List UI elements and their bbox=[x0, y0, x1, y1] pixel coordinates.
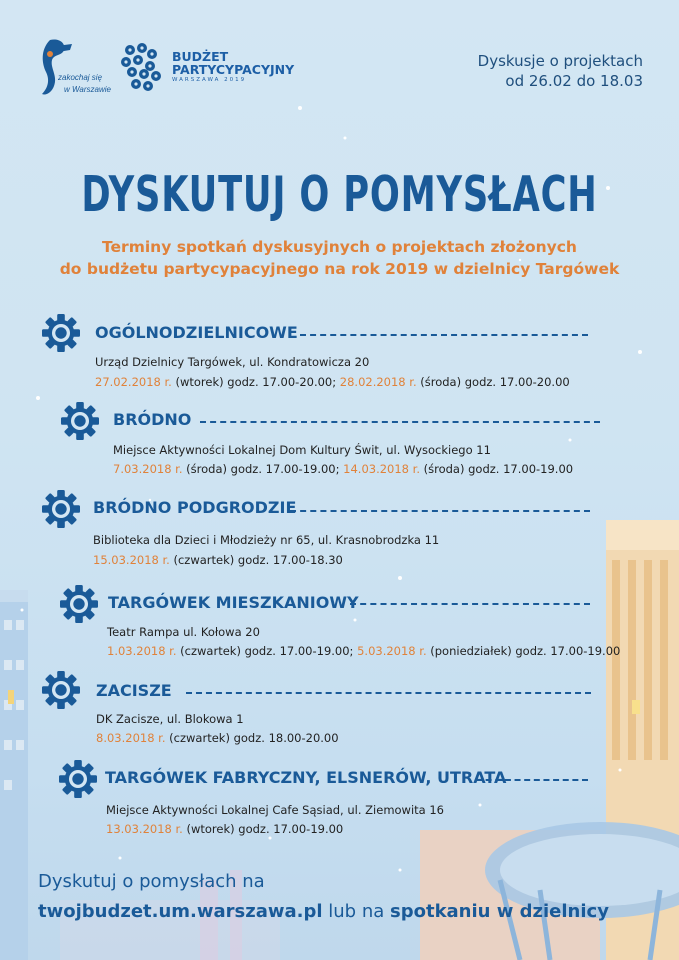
dates-line1: Dyskusje o projektach bbox=[477, 52, 643, 70]
subtitle-line1: Terminy spotkań dyskusyjnych o projektach złożonych bbox=[102, 238, 577, 256]
section-date: 5.03.2018 r. bbox=[357, 644, 427, 658]
section-time: (środa) godz. 17.00-20.00 bbox=[416, 375, 570, 389]
gear-icon bbox=[42, 490, 80, 528]
section-divider bbox=[200, 421, 600, 423]
gear-icon bbox=[42, 314, 80, 352]
footer-line2 bbox=[38, 901, 609, 922]
budzet-logo-line1: BUDŻET bbox=[172, 49, 229, 64]
section-date: 15.03.2018 r. bbox=[93, 553, 170, 567]
section-time: (czwartek) godz. 17.00-18.30 bbox=[169, 553, 343, 567]
section-time: (czwartek) godz. 18.00-20.00 bbox=[165, 731, 339, 745]
section-divider bbox=[290, 510, 590, 512]
section-place: Urząd Dzielnicy Targówek, ul. Kondratowicza 20 bbox=[95, 355, 370, 369]
page-title: DYSKUTUJ O POMYSŁACH bbox=[81, 166, 598, 223]
section-date: 27.02.2018 r. bbox=[95, 375, 172, 389]
dates-line2: od 26.02 do 18.03 bbox=[505, 72, 643, 90]
section-times bbox=[106, 822, 343, 836]
section-times bbox=[93, 553, 343, 567]
discussion-dates bbox=[478, 51, 643, 91]
page-subtitle bbox=[0, 236, 679, 280]
section-place: Teatr Rampa ul. Kołowa 20 bbox=[107, 625, 260, 639]
gear-icon bbox=[59, 760, 97, 798]
section-times bbox=[113, 462, 573, 476]
budzet-logo-sub: WARSZAWA 2019 bbox=[172, 77, 247, 83]
footer-line1: Dyskutuj o pomysłach na bbox=[38, 871, 265, 892]
section-time: (czwartek) godz. 17.00-19.00; bbox=[176, 644, 358, 658]
section-name: BRÓDNO bbox=[113, 410, 192, 429]
section-date: 28.02.2018 r. bbox=[339, 375, 417, 389]
section-place: Biblioteka dla Dzieci i Młodzieży nr 65, ul. Krasnobrodzka 11 bbox=[93, 533, 440, 547]
section-date: 8.03.2018 r. bbox=[96, 731, 166, 745]
section-divider bbox=[300, 334, 588, 336]
section-divider bbox=[476, 779, 588, 781]
section-times bbox=[107, 644, 620, 658]
section-divider bbox=[350, 603, 590, 605]
section-time: (wtorek) godz. 17.00-19.00 bbox=[182, 822, 344, 836]
footer-middle: lub na bbox=[322, 901, 390, 922]
budzet-partycypacyjny-logo bbox=[116, 40, 166, 96]
section-name: TARGÓWEK MIESZKANIOWY bbox=[108, 593, 359, 612]
gear-icon bbox=[42, 671, 80, 709]
section-date: 13.03.2018 r. bbox=[106, 822, 183, 836]
section-time: (środa) godz. 17.00-19.00 bbox=[419, 462, 574, 476]
gear-icon bbox=[60, 585, 98, 623]
section-name: TARGÓWEK FABRYCZNY, ELSNERÓW, UTRATA bbox=[105, 768, 507, 787]
section-place: DK Zacisze, ul. Blokowa 1 bbox=[96, 712, 244, 726]
section-place: Miejsce Aktywności Lokalnej Dom Kultury Świt, ul. Wysockiego 11 bbox=[113, 443, 491, 457]
section-name: OGÓLNODZIELNICOWE bbox=[95, 323, 298, 342]
section-date: 1.03.2018 r. bbox=[107, 644, 177, 658]
section-time: (środa) godz. 17.00-19.00; bbox=[182, 462, 344, 476]
section-time: (wtorek) godz. 17.00-20.00; bbox=[171, 375, 340, 389]
section-place: Miejsce Aktywności Lokalnej Cafe Sąsiad, ul. Ziemowita 16 bbox=[106, 803, 444, 817]
section-date: 7.03.2018 r. bbox=[113, 462, 183, 476]
syrenka-logo bbox=[36, 36, 111, 102]
svg-text:w Warszawie: w Warszawie bbox=[64, 85, 111, 94]
section-times bbox=[95, 375, 570, 389]
footer-url[interactable]: twojbudzet.um.warszawa.pl bbox=[38, 901, 323, 922]
section-times bbox=[96, 731, 339, 745]
subtitle-line2: do budżetu partycypacyjnego na rok 2019 w dzielnicy Targówek bbox=[59, 260, 620, 278]
section-name: ZACISZE bbox=[96, 681, 172, 700]
budzet-logo-text bbox=[172, 50, 294, 76]
section-time: (poniedziałek) godz. 17.00-19.00 bbox=[426, 644, 621, 658]
gear-icon bbox=[61, 402, 99, 440]
budzet-logo-line2: PARTYCYPACYJNY bbox=[172, 62, 295, 77]
section-name: BRÓDNO PODGRODZIE bbox=[93, 498, 297, 517]
section-date: 14.03.2018 r. bbox=[343, 462, 420, 476]
section-divider bbox=[186, 692, 591, 694]
svg-text:zakochaj się: zakochaj się bbox=[58, 73, 103, 82]
footer-end: spotkaniu w dzielnicy bbox=[390, 901, 609, 922]
